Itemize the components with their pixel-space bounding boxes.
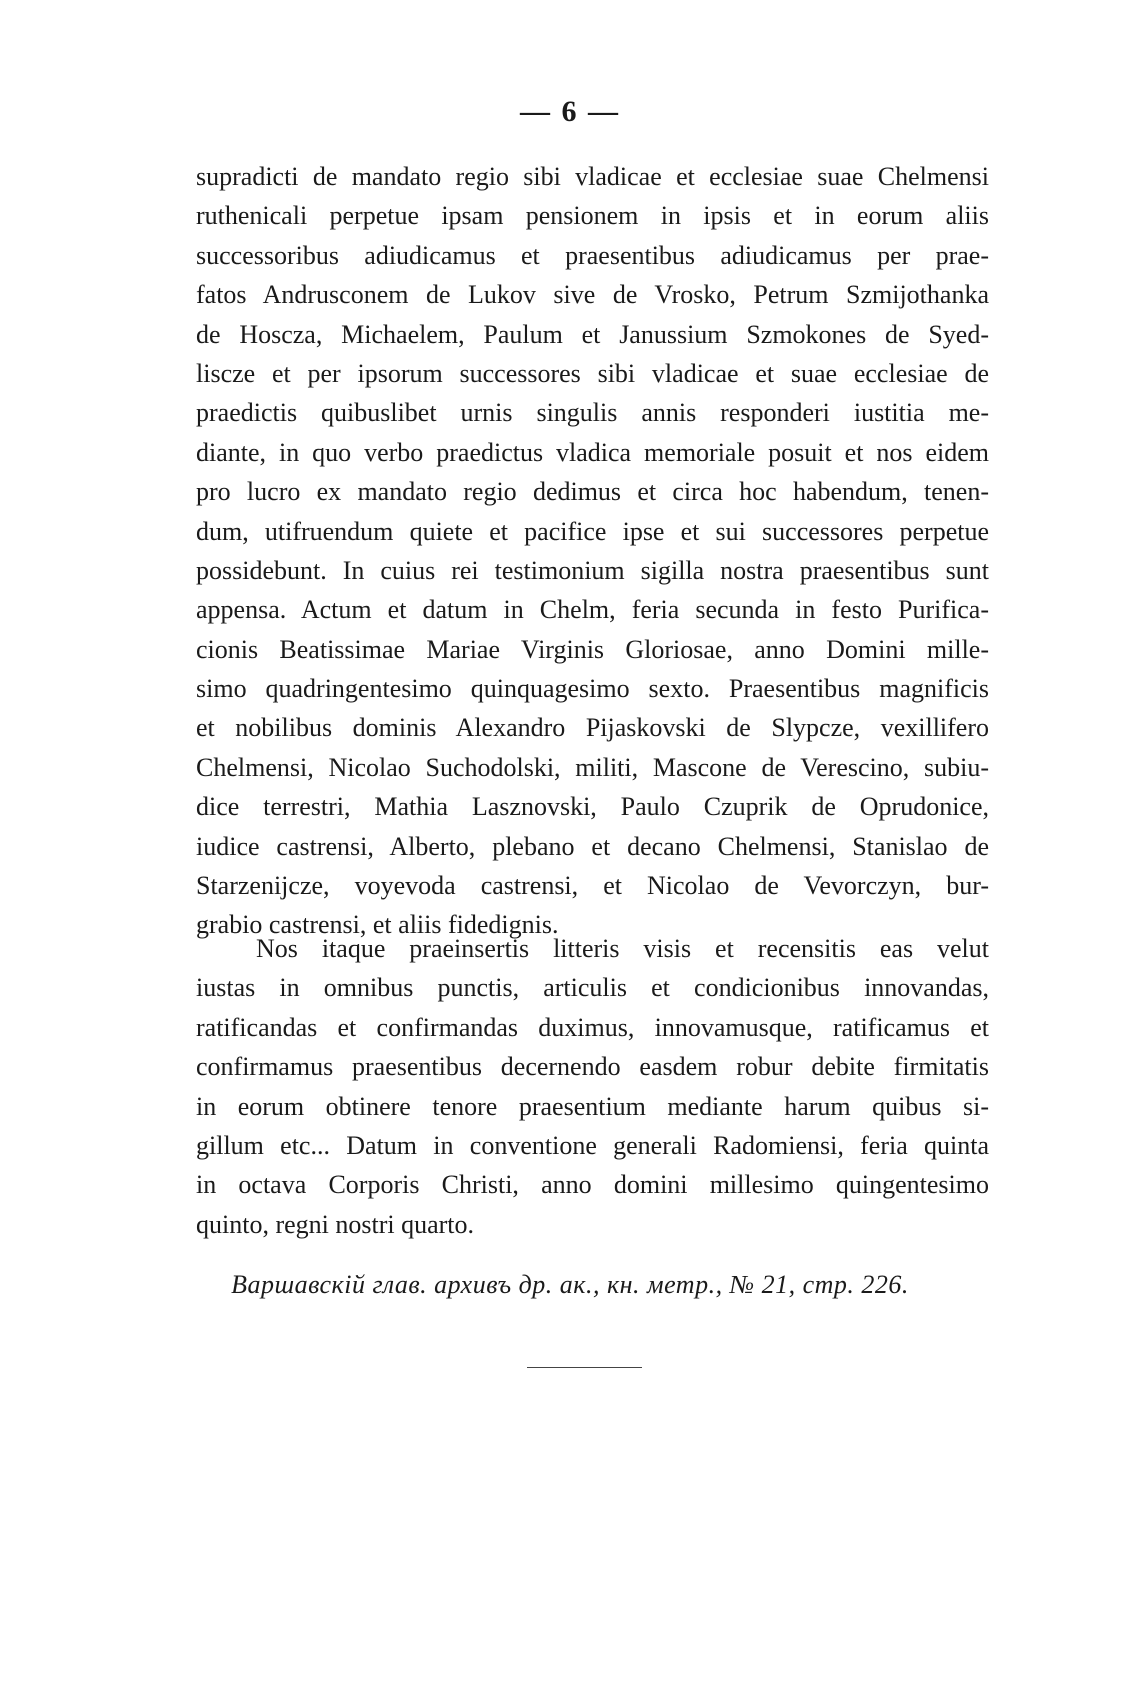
text-line: cionis Beatissimae Mariae Virginis Gloriosae, anno Domini mille- (196, 634, 989, 664)
text-line: in octava Corporis Christi, anno domini millesimo quingentesimo (196, 1170, 989, 1200)
text-line: et nobilibus dominis Alexandro Pijaskovski de Slypcze, vexillifero (196, 713, 989, 743)
text-line: successoribus adiudicamus et praesentibus adiudicamus per prae- (196, 240, 989, 270)
text-line: diante, in quo verbo praedictus vladica memoriale posuit et nos eidem (196, 437, 989, 467)
text-line: appensa. Actum et datum in Chelm, feria secunda in festo Purifica- (196, 595, 989, 625)
closing-rule (527, 1367, 642, 1368)
text-line: in eorum obtinere tenore praesentium mediante harum quibus si- (196, 1091, 989, 1121)
text-line: ruthenicali perpetue ipsam pensionem in ipsis et in eorum aliis (196, 201, 989, 231)
text-line: Chelmensi, Nicolao Suchodolski, militi, Mascone de Verescino, subiu- (196, 752, 989, 782)
text-line: liscze et per ipsorum successores sibi vladicae et suae ecclesiae de (196, 358, 989, 388)
text-line: iudice castrensi, Alberto, plebano et decano Chelmensi, Stanislao de (196, 831, 989, 861)
text-line: Nos itaque praeinsertis litteris visis et recensitis eas velut (256, 934, 989, 963)
paragraph-2 (196, 929, 989, 1244)
text-line: dice terrestri, Mathia Lasznovski, Paulo Czuprik de Oprudonice, (196, 792, 989, 822)
text-line: de Hoscza, Michaelem, Paulum et Janussium Szmokones de Syed- (196, 319, 989, 349)
text-line: iustas in omnibus punctis, articulis et condicionibus innovandas, (196, 973, 989, 1003)
text-line: gillum etc... Datum in conventione generali Radomiensi, feria quinta (196, 1130, 989, 1160)
page-number: — 6 — (520, 95, 620, 128)
text-line: grabio castrensi, et aliis fidedignis. (196, 910, 559, 940)
text-line: quinto, regni nostri quarto. (196, 1209, 475, 1239)
text-line: pro lucro ex mandato regio dedimus et circa hoc habendum, tenen- (196, 477, 989, 507)
text-line: supradicti de mandato regio sibi vladicae et ecclesiae suae Chelmensi (196, 162, 989, 191)
text-line: dum, utifruendum quiete et pacifice ipse et sui successores perpetue (196, 516, 989, 546)
text-line: fatos Andrusconem de Lukov sive de Vrosko, Petrum Szmijothanka (196, 280, 989, 310)
text-line: simo quadringentesimo quinquagesimo sexto. Praesentibus magnificis (196, 674, 989, 704)
archive-citation: Варшавскій глав. архивъ др. ак., кн. метр., № 21, стр. 226. (231, 1270, 909, 1299)
paragraph-1 (196, 157, 989, 945)
text-line: possidebunt. In cuius rei testimonium sigilla nostra praesentibus sunt (196, 555, 989, 585)
text-line: confirmamus praesentibus decernendo easdem robur debite firmitatis (196, 1052, 989, 1082)
text-line: Starzenijcze, voyevoda castrensi, et Nicolao de Vevorczyn, bur- (196, 871, 989, 901)
text-line: ratificandas et confirmandas duximus, innovamusque, ratificamus et (196, 1012, 989, 1042)
text-line: praedictis quibuslibet urnis singulis annis responderi iustitia me- (196, 398, 989, 428)
